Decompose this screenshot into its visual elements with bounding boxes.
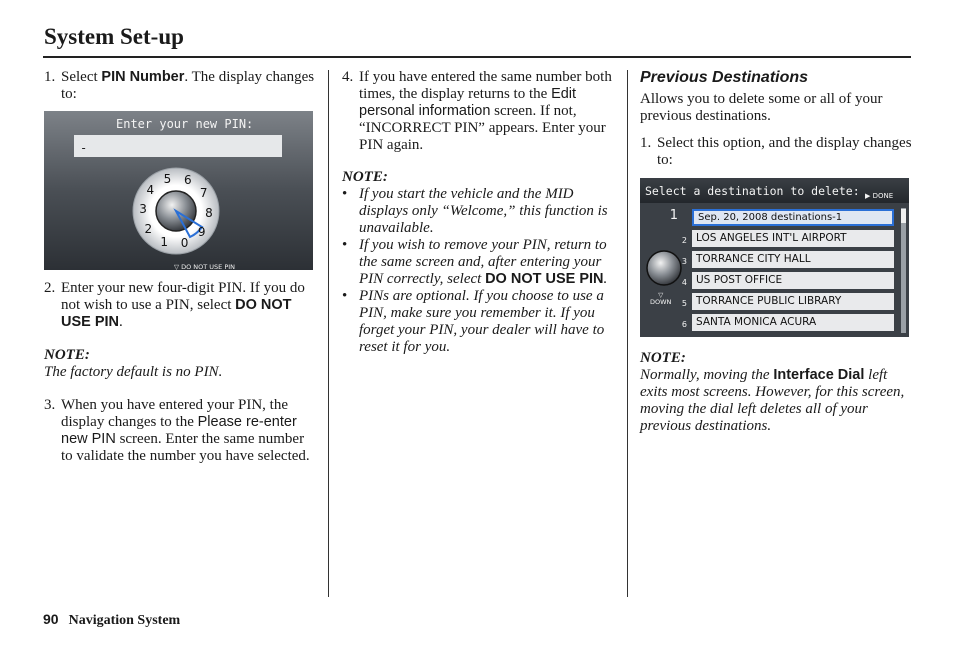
- do-not-use-pin-option[interactable]: [174, 259, 235, 270]
- note-bullet: [342, 237, 612, 288]
- down-arrow-icon: ▽: [658, 291, 664, 299]
- done-label: DONE: [872, 192, 894, 200]
- destination-label: TORRANCE CITY HALL: [696, 253, 811, 265]
- destination-label: TORRANCE PUBLIC LIBRARY: [696, 295, 842, 307]
- do-not-use-pin-label: DO NOT USE PIN: [181, 263, 236, 270]
- step-number: 1.: [44, 69, 56, 85]
- step-3: [44, 397, 319, 465]
- step-number: 3.: [44, 397, 56, 413]
- note-heading: NOTE:: [44, 347, 90, 363]
- page-footer: [43, 611, 180, 629]
- note-text: The factory default is no PIN.: [44, 364, 223, 380]
- step-text: . The display changes to:: [61, 69, 315, 102]
- column-1: [44, 69, 319, 465]
- destination-label: SANTA MONICA ACURA: [696, 316, 817, 328]
- step-1: [44, 69, 319, 103]
- ui-term: Edit personal information: [359, 86, 577, 119]
- destination-row[interactable]: [692, 293, 894, 310]
- step-number: 1.: [640, 135, 652, 151]
- dial-digit[interactable]: 7: [199, 186, 208, 201]
- destination-row[interactable]: [692, 209, 894, 226]
- dial-digit[interactable]: 1: [160, 234, 168, 249]
- bullet-icon: •: [342, 186, 348, 202]
- note-block: [640, 350, 912, 435]
- bullet-text: PINs are optional. If you choose to use a PIN, make sure you remember it. If you forget your PIN, your dealer will have to reset it for you.: [359, 288, 605, 355]
- dial-digit[interactable]: 5: [163, 172, 172, 187]
- section-intro: Allows you to delete some or all of your previous destinations.: [640, 91, 883, 124]
- destination-number: 5: [681, 299, 687, 308]
- step-text: When you have entered your PIN, the display changes to the: [61, 397, 289, 430]
- pin-input-field[interactable]: -: [80, 141, 88, 155]
- dial-digit[interactable]: 6: [183, 173, 192, 188]
- note-list: [342, 186, 612, 356]
- title-rule: [43, 56, 911, 58]
- destination-number: 3: [681, 257, 687, 266]
- column-3: [640, 69, 912, 435]
- destination-label: Sep. 20, 2008 destinations-1: [698, 212, 843, 223]
- column-divider-1: [328, 70, 329, 597]
- note-text: [640, 367, 912, 435]
- destination-row[interactable]: [692, 314, 894, 331]
- dial-digit[interactable]: 8: [205, 205, 213, 220]
- pin-dial[interactable]: [44, 111, 313, 270]
- destination-row[interactable]: [692, 251, 894, 268]
- note-text-part: left exits most screens. However, for this screen, moving the dial left deletes all of your previous destinations.: [640, 367, 905, 434]
- ui-term: PIN Number: [101, 69, 185, 85]
- pin-prompt: Enter your new PIN:: [116, 117, 254, 131]
- dial-digit[interactable]: 9: [197, 224, 206, 239]
- dest-screen-title: Select a destination to delete:: [645, 184, 860, 198]
- dial-digit[interactable]: 2: [144, 221, 153, 236]
- step-text: Enter your new four-digit PIN. If you do not wish to use a PIN, select: [61, 280, 305, 313]
- destination-number: 2: [681, 236, 687, 245]
- footer-section: Navigation System: [68, 613, 181, 628]
- note-bullet: [342, 186, 612, 237]
- ui-term: Interface Dial: [773, 367, 865, 383]
- destination-delete-screen: [640, 178, 909, 337]
- pin-entry-screen: [44, 111, 313, 270]
- dial-digit[interactable]: 0: [180, 235, 189, 250]
- step-2: [44, 280, 319, 331]
- section-heading: Previous Destinations: [640, 69, 809, 86]
- bullet-icon: •: [342, 288, 348, 304]
- step-4: [342, 69, 612, 154]
- step-number: 2.: [44, 280, 56, 296]
- note-block: [44, 347, 319, 381]
- play-icon: ▶: [865, 192, 871, 200]
- down-label: DOWN: [650, 298, 672, 306]
- note-heading: NOTE:: [342, 169, 388, 185]
- destination-list: [640, 178, 909, 337]
- note-text-part: Normally, moving the: [640, 367, 774, 383]
- bullet-text: .: [603, 271, 608, 287]
- bullet-text: If you start the vehicle and the MID displays only “Welcome,” this function is unavailable.: [359, 186, 608, 236]
- ui-term: DO NOT USE PIN: [485, 271, 604, 287]
- ui-term: DO NOT USE PIN: [61, 297, 292, 330]
- column-divider-2: [627, 70, 628, 597]
- step-1-destinations: [640, 135, 912, 169]
- destination-label: LOS ANGELES INT'L AIRPORT: [696, 232, 847, 244]
- column-2: [342, 69, 612, 356]
- destination-number: 6: [681, 320, 687, 329]
- page-title: System Set-up: [44, 24, 184, 49]
- step-text: Select: [61, 69, 102, 85]
- destination-row[interactable]: [692, 230, 894, 247]
- note-heading: NOTE:: [640, 350, 686, 366]
- dial-digit[interactable]: 4: [146, 183, 155, 198]
- step-text: screen. Enter the same number to validate the number you have selected.: [61, 431, 310, 464]
- down-arrow-icon: ▽: [174, 263, 179, 270]
- step-text: If you have entered the same number both times, the display returns to the: [359, 69, 612, 102]
- step-number: 4.: [342, 69, 354, 85]
- note-bullet: [342, 288, 612, 356]
- ui-term: Please re-enter new PIN: [61, 414, 297, 447]
- bullet-text: If you wish to remove your PIN, return to the same screen and, after entering your PIN correctly, select: [359, 237, 607, 287]
- destination-number: 4: [681, 278, 687, 287]
- step-text: .: [119, 314, 123, 330]
- step-text: screen. If not, “INCORRECT PIN” appears. Enter your PIN again.: [359, 103, 606, 153]
- step-text: Select this option, and the display changes to:: [657, 135, 912, 168]
- page-number: 90: [43, 611, 59, 627]
- dial-digit[interactable]: 3: [139, 202, 147, 217]
- destination-label: US POST OFFICE: [696, 274, 783, 286]
- bullet-icon: •: [342, 237, 348, 253]
- destination-number: 1: [669, 208, 678, 223]
- destination-row[interactable]: [692, 272, 894, 289]
